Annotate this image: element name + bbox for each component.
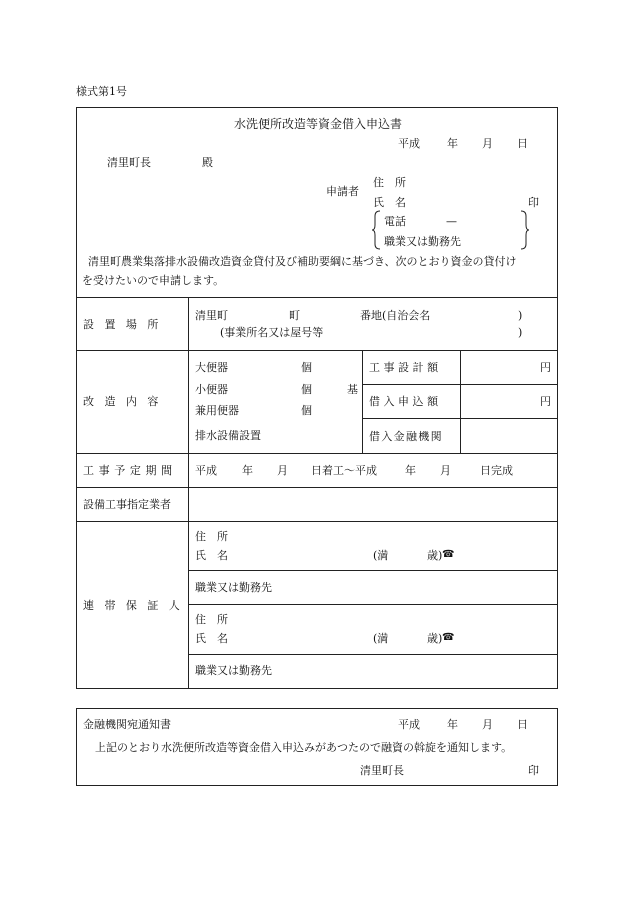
location-sub-close: ) (518, 326, 523, 339)
phone-dash: — (446, 215, 457, 228)
notice-seal: 印 (528, 764, 539, 777)
form-number: 様式第1号 (76, 85, 127, 98)
notice-title: 金融機関宛通知書 (83, 718, 171, 731)
form-title: 水洗便所改造等資金借入申込書 (234, 117, 403, 131)
schedule-start-year: 年 (242, 464, 253, 477)
left-bracket-icon (372, 210, 382, 250)
drain-equipment-label: 排水設備設置 (195, 429, 261, 442)
guarantor-2-address-label: 住 所 (195, 613, 228, 626)
dual-toilet-unit: 個 (301, 404, 312, 417)
dual-toilet-label: 兼用便器 (195, 404, 239, 417)
schedule-label: 工事予定期間 (83, 464, 177, 477)
date-month: 月 (482, 137, 493, 150)
loan-amount-label: 借入申込額 (369, 395, 442, 408)
location-cho: 町 (289, 309, 300, 322)
intro-line-1: 清里町農業集落排水設備改造資金貸付及び補助要綱に基づき、次のとおり資金の貸付け (88, 255, 517, 268)
schedule-end-day: 日完成 (480, 464, 513, 477)
guarantor-1-occupation-label: 職業又は勤務先 (195, 581, 272, 594)
column-divider (362, 350, 363, 453)
location-town: 清里町 (195, 309, 228, 322)
bank-label: 借入金融機関 (369, 430, 443, 443)
guarantor-1-age-open: (満 (373, 549, 389, 562)
phone-icon: ☎ (442, 632, 455, 643)
date-era: 平成 (398, 137, 420, 150)
row-divider (188, 604, 558, 605)
occupation-label: 職業又は勤務先 (384, 235, 461, 248)
notice-body: 上記のとおり水洗便所改造等資金借入申込みがあつたので融資の斡旋を通知します。 (95, 741, 513, 754)
notice-date-year: 年 (447, 718, 458, 731)
honorific: 殿 (202, 156, 213, 169)
applicant-address-label: 住 所 (373, 176, 406, 189)
applicant-name-label: 氏 名 (373, 196, 406, 209)
row-divider (76, 521, 558, 522)
guarantor-2-occupation-label: 職業又は勤務先 (195, 664, 272, 677)
guarantor-1-age-close: 歳) (427, 549, 443, 562)
guarantor-2-name-label: 氏 名 (195, 632, 228, 645)
schedule-start-month: 月 (277, 464, 288, 477)
column-divider (460, 350, 461, 453)
applicant-label: 申請者 (326, 185, 359, 198)
schedule-end-month: 月 (440, 464, 451, 477)
guarantor-2-age-open: (満 (373, 632, 389, 645)
loan-amount-yen: 円 (540, 395, 551, 408)
location-business-name: (事業所名又は屋号等 (220, 326, 324, 339)
guarantor-1-address-label: 住 所 (195, 530, 228, 543)
location-label: 設置場所 (83, 318, 169, 331)
notice-date-month: 月 (482, 718, 493, 731)
addressee: 清里町長 (107, 156, 151, 169)
row-divider (76, 297, 558, 298)
urinal-unit: 個 (301, 383, 312, 396)
row-divider (76, 487, 558, 488)
notice-signer: 清里町長 (360, 764, 404, 777)
contractor-label: 設備工事指定業者 (83, 498, 171, 511)
guarantor-label: 連帯保証人 (83, 599, 191, 612)
urinal-label: 小便器 (195, 383, 228, 396)
guarantor-2-age-close: 歳) (427, 632, 443, 645)
large-toilet-label: 大便器 (195, 361, 228, 374)
date-year: 年 (447, 137, 458, 150)
schedule-start-era: 平成 (195, 464, 217, 477)
notice-date-day: 日 (517, 718, 528, 731)
design-amount-label: 工事設計額 (369, 361, 442, 374)
urinal-ki-unit: 基 (347, 383, 358, 396)
location-paren-close: ) (518, 309, 523, 322)
date-day: 日 (517, 137, 528, 150)
schedule-end-year: 年 (405, 464, 416, 477)
notice-date-era: 平成 (398, 718, 420, 731)
phone-label: 電話 (384, 215, 406, 228)
design-amount-yen: 円 (540, 361, 551, 374)
row-divider (188, 654, 558, 655)
location-banchi: 番地(自治会名 (360, 309, 431, 322)
modification-label: 改造内容 (83, 395, 169, 408)
right-bracket-icon (519, 210, 529, 250)
row-divider (76, 350, 558, 351)
column-divider (188, 297, 189, 689)
phone-icon: ☎ (442, 549, 455, 560)
row-divider (76, 453, 558, 454)
applicant-seal: 印 (528, 196, 539, 209)
intro-line-2: を受けたいので申請します。 (82, 274, 225, 287)
row-divider (188, 570, 558, 571)
guarantor-1-name-label: 氏 名 (195, 549, 228, 562)
large-toilet-unit: 個 (301, 361, 312, 374)
schedule-start-day: 日着工〜平成 (311, 464, 377, 477)
